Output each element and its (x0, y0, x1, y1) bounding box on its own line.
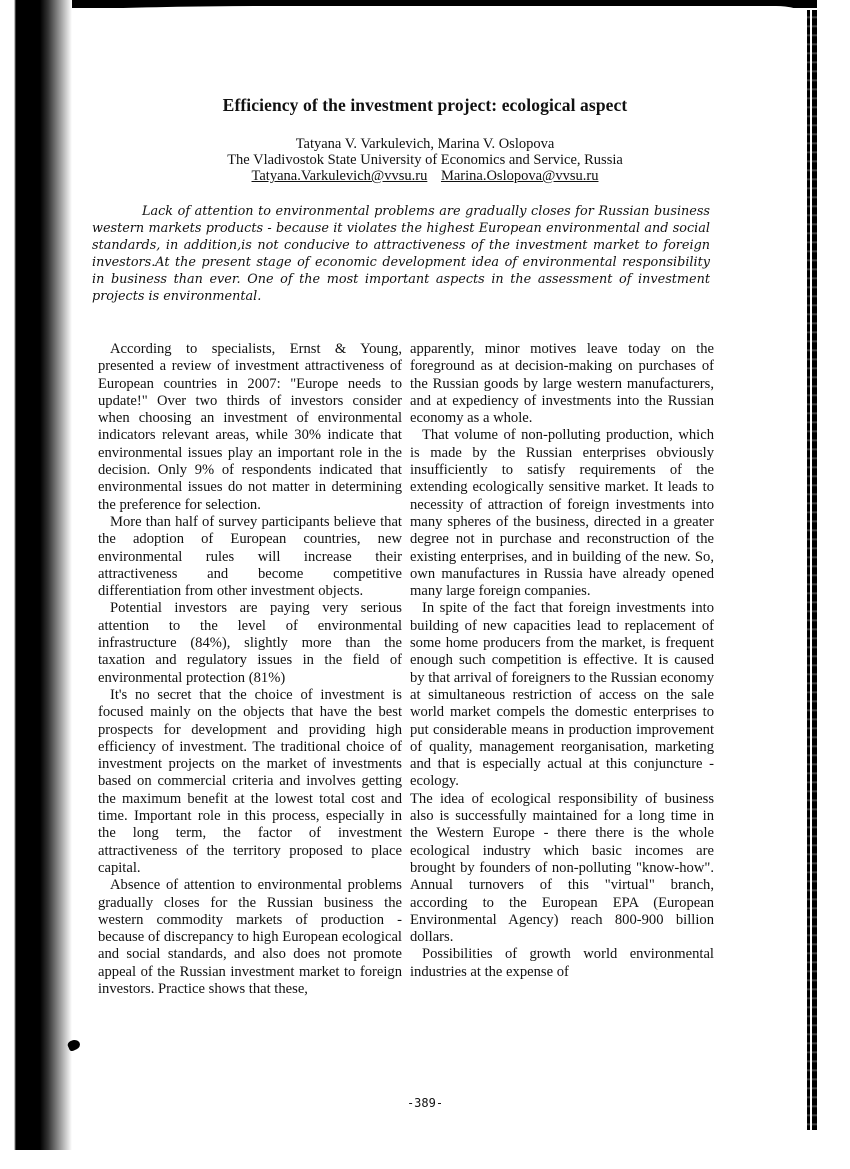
paragraph: According to specialists, Ernst & Young, presented a review of investment attractiveness of European countries in 2007: "Europe needs to update!" Over two thirds of investors consider when choosing an investment of environmental indicators relevant areas, while 30% indicate that environmental issues play an important role in the decision. Only 9% of respondents indicated that environmental issues do not matter in determining the preference for selection. (98, 341, 402, 513)
author-emails (0, 168, 850, 185)
left-column (98, 341, 402, 998)
paragraph: That volume of non-polluting production, which is made by the Russian enterprises obviously insufficiently to satisfy requirements of the extending ecologically sensitive market. It leads to necessity of attraction of foreign investments into many spheres of the business, directed in a greater degree not in purchase and reconstruction of the existing enterprises, and in building of the new. So, own manufactures in Russia have already opened many large foreign companies. (410, 427, 714, 600)
paragraph: apparently, minor motives leave today on the foreground as at decision-making on purchases of the Russian goods by large western manufacturers, and at expediency of investments into the Russian economy as a whole. (410, 341, 714, 427)
paragraph: In spite of the fact that foreign investments into building of new capacities lead to replacement of some home producers from the market, is frequent enough such competition is effective. It is caused by that arrival of foreigners to the Russian economy at simultaneous restriction of access on the sale world market compels the domestic enterprises to put considerable means in production improvement of quality, management reorganisation, marketing and that is especially actual at this conjuncture - ecology. (410, 600, 714, 790)
paragraph: Absence of attention to environmental problems gradually closes for the Russian business the western commodity markets of production - because of discrepancy to high European ecological and social standards, and also does not promote appeal of the Russian investment market to foreign investors. Practice shows that these, (98, 877, 402, 997)
scan-bottom-margin (0, 1150, 80, 1169)
abstract: Lack of attention to environmental problems are gradually closes for Russian business western markets products - because it violates the highest European environmental and social standards, in addition,is not conducive to attractiveness of the investment market to foreign investors.At the present stage of economic development idea of environmental responsibility in business than ever. One of the most important aspects in the assessment of investment projects is environmental. (92, 204, 710, 304)
paper-authors: Tatyana V. Varkulevich, Marina V. Oslopova (295, 136, 555, 152)
paragraph: The idea of ecological responsibility of business also is successfully maintained for a long time in the Western Europe - there there is the whole ecological industry which basic incomes are brought by founders of non-polluting "know-how". Annual turnovers of this "virtual" branch, according to the European EPA (European Environmental Agency) reach 800-900 billion dollars. (410, 790, 714, 946)
right-column (410, 341, 714, 981)
page-number: -389- (406, 1096, 444, 1110)
scan-page-curl (40, 6, 800, 14)
paragraph: More than half of survey participants believe that the adoption of European countries, new environmental rules will increase their attractiveness and become competitive differentiation from other investment objects. (98, 513, 402, 600)
paragraph: Possibilities of growth world environmental industries at the expense of (410, 946, 714, 980)
email-link-varkulevich[interactable]: Tatyana.Varkulevich@vvsu.ru (251, 168, 428, 184)
paragraph: It's no secret that the choice of investment is focused mainly on the objects that have the best prospects for development and providing high efficiency of investment. The traditional choice of investment projects on the market of investments based on commercial criteria and involves getting the maximum benefit at the lowest total cost and time. Important role in this process, especially in the long term, the factor of investment attractiveness of the territory proposed to place capital. (98, 686, 402, 876)
email-link-oslopova[interactable]: Marina.Oslopova@vvsu.ru (440, 168, 599, 184)
paper-affiliation: The Vladivostok State University of Economics and Service, Russia (227, 152, 623, 168)
paper-title: Efficiency of the investment project: ecological aspect (222, 95, 628, 115)
paragraph: Potential investors are paying very serious attention to the level of environmental infrastructure (84%), slightly more than the taxation and regulatory issues in the field of environmental protection (81%) (98, 600, 402, 686)
